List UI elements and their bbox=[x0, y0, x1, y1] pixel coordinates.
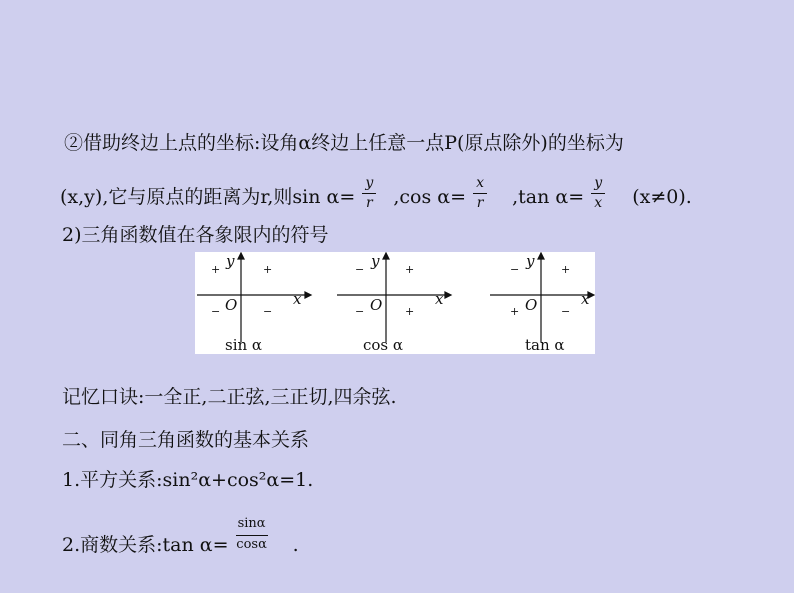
fraction-sin bbox=[361, 175, 377, 212]
diagram3-x-label: x bbox=[581, 290, 590, 308]
diagram1-origin-label: O bbox=[225, 296, 238, 314]
diagram2-q2-sign: − bbox=[355, 263, 365, 276]
diagram3-q4-sign: − bbox=[561, 305, 571, 318]
diagram1-q2-sign: + bbox=[211, 263, 221, 276]
diagram1-x-label: x bbox=[293, 290, 302, 308]
fraction-quotient-den: cosα bbox=[236, 537, 267, 552]
diagram1-q1-sign: + bbox=[263, 263, 273, 276]
diagram3-caption: tan α bbox=[525, 336, 565, 354]
diagram3-q1-sign: + bbox=[561, 263, 571, 276]
fraction-tan bbox=[590, 175, 606, 212]
diagram1-q3-sign: − bbox=[211, 305, 221, 318]
diagram1-y-label: y bbox=[226, 252, 235, 270]
diagram2-y-label: y bbox=[371, 252, 380, 270]
diagram2-origin-label: O bbox=[370, 296, 383, 314]
diagram2-q1-sign: + bbox=[405, 263, 415, 276]
fraction-cos-den: r bbox=[476, 195, 484, 211]
diagram3-y-label: y bbox=[526, 252, 535, 270]
diagram3-q2-sign: − bbox=[510, 263, 520, 276]
text-line-formulas bbox=[60, 175, 692, 212]
quadrant-sign-diagrams bbox=[195, 252, 595, 354]
text-line-signs-heading: 2)三角函数值在各象限内的符号 bbox=[62, 224, 329, 246]
fraction-quotient-num: sinα bbox=[237, 516, 266, 531]
fraction-tan-num: y bbox=[594, 175, 603, 191]
diagram2-q4-sign: + bbox=[405, 305, 415, 318]
text-line-square-relation: 1.平方关系:sin²α+cos²α=1. bbox=[62, 469, 314, 491]
formula-condition: (x≠0). bbox=[632, 186, 692, 208]
diagram1-caption: sin α bbox=[225, 336, 263, 354]
fraction-sin-den: r bbox=[365, 195, 373, 211]
fraction-cos bbox=[472, 175, 488, 212]
text-line-section-heading: 二、同角三角函数的基本关系 bbox=[62, 429, 310, 451]
diagram1-q4-sign: − bbox=[263, 305, 273, 318]
diagram3-q3-sign: + bbox=[510, 305, 520, 318]
diagram2-q3-sign: − bbox=[355, 305, 365, 318]
diagram2-x-label: x bbox=[435, 290, 444, 308]
formula-tan-prefix: ,tan α= bbox=[512, 186, 585, 208]
fraction-sin-num: y bbox=[365, 175, 374, 191]
diagram3-origin-label: O bbox=[525, 296, 538, 314]
text-line-mnemonic: 记忆口诀:一全正,二正弦,三正切,四余弦. bbox=[62, 386, 397, 408]
quotient-end: . bbox=[292, 534, 299, 556]
fraction-cos-num: x bbox=[476, 175, 485, 191]
formula-prefix: (x,y),它与原点的距离为r,则sin α= bbox=[60, 186, 356, 208]
quotient-prefix: 2.商数关系:tan α= bbox=[62, 534, 229, 556]
formula-cos-prefix: ,cos α= bbox=[393, 186, 467, 208]
diagram2-caption: cos α bbox=[363, 336, 404, 354]
text-line-definition: ②借助终边上点的坐标:设角α终边上任意一点P(原点除外)的坐标为 bbox=[64, 132, 624, 154]
fraction-tan-den: x bbox=[594, 195, 603, 211]
